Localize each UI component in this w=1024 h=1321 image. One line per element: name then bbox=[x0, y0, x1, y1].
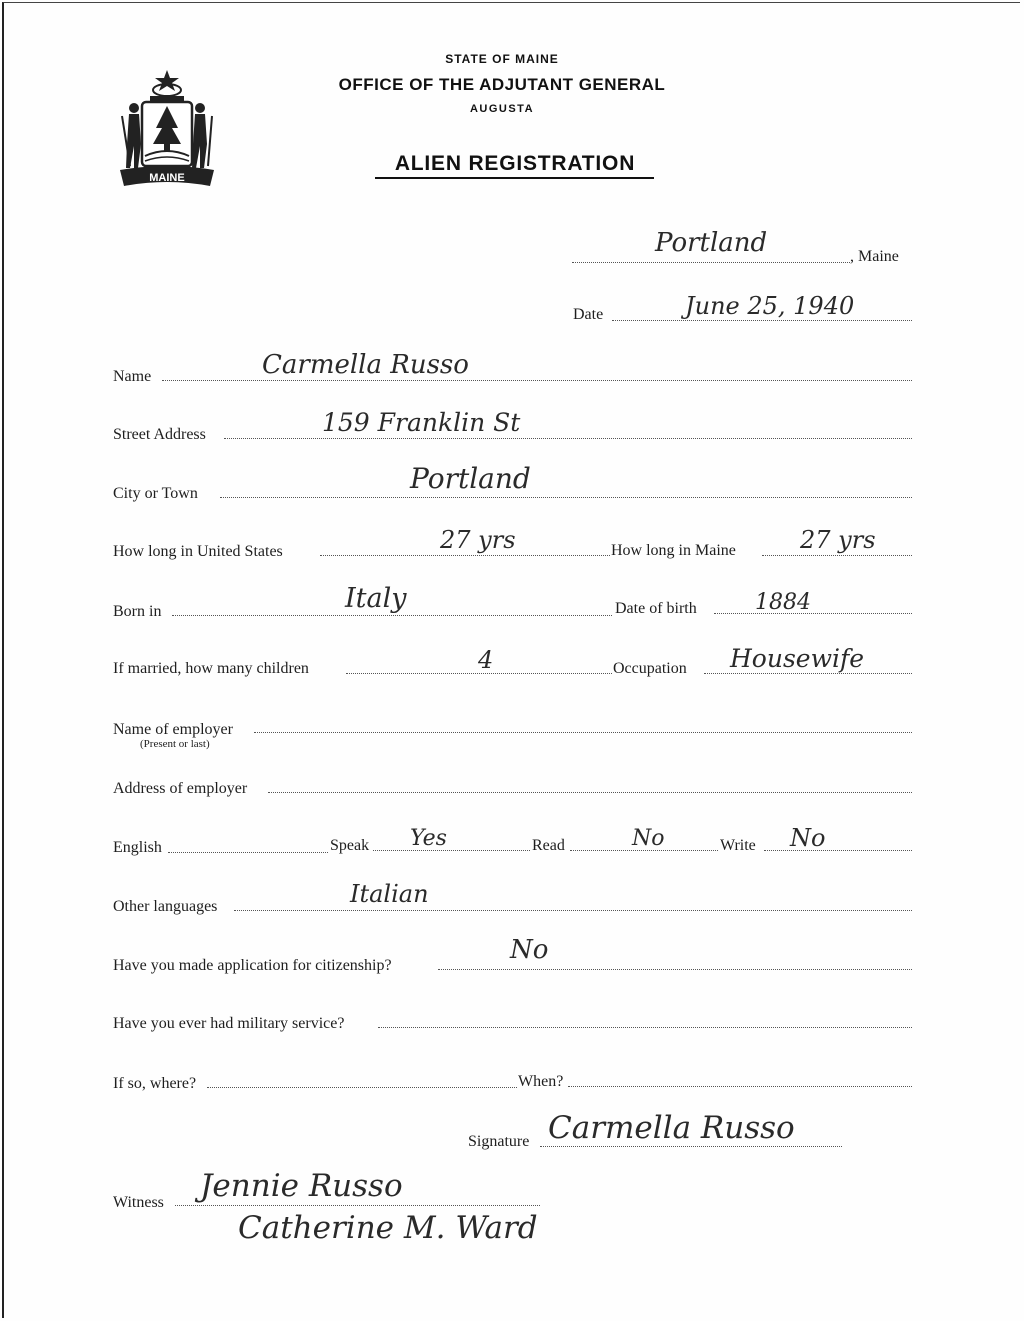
name-line bbox=[162, 380, 912, 381]
name-label: Name bbox=[113, 368, 152, 385]
maine-label: , Maine bbox=[850, 248, 899, 265]
street-line bbox=[224, 438, 912, 439]
where-label: If so, where? bbox=[113, 1075, 197, 1092]
english-line bbox=[168, 852, 328, 853]
employer-label: Name of employer bbox=[113, 721, 233, 738]
citizenship-label: Have you made application for citizenship? bbox=[113, 957, 392, 974]
city-line bbox=[220, 497, 912, 498]
occupation-label: Occupation bbox=[613, 660, 687, 677]
signature-line bbox=[540, 1146, 842, 1147]
read-label: Read bbox=[532, 837, 565, 854]
born-in-line bbox=[172, 615, 612, 616]
speak-label: Speak bbox=[330, 837, 370, 854]
employer-address-line bbox=[268, 792, 912, 793]
street-label: Street Address bbox=[113, 426, 206, 443]
where-line bbox=[207, 1087, 517, 1088]
how-long-maine-line bbox=[762, 555, 912, 556]
date-line bbox=[612, 320, 912, 321]
read-value: No bbox=[632, 826, 665, 851]
city-label: City or Town bbox=[113, 485, 198, 502]
header-office: OFFICE OF THE ADJUTANT GENERAL bbox=[338, 75, 666, 94]
employer-note: (Present or last) bbox=[140, 738, 210, 750]
employer-line bbox=[254, 732, 912, 733]
place-value: Portland bbox=[655, 228, 768, 258]
witness-line bbox=[175, 1205, 540, 1206]
dob-value: 1884 bbox=[755, 590, 811, 615]
form-title: ALIEN REGISTRATION bbox=[394, 152, 636, 175]
citizenship-line bbox=[438, 969, 912, 970]
citizenship-value: No bbox=[510, 935, 549, 965]
witness-label: Witness bbox=[113, 1194, 164, 1211]
date-value: June 25, 1940 bbox=[685, 292, 855, 320]
born-in-label: Born in bbox=[113, 603, 162, 620]
seal-banner-text: MAINE bbox=[149, 172, 185, 184]
military-label: Have you ever had military service? bbox=[113, 1015, 345, 1032]
other-languages-line bbox=[234, 910, 912, 911]
city-value: Portland bbox=[410, 462, 531, 495]
speak-value: Yes bbox=[410, 826, 447, 851]
occupation-line bbox=[704, 673, 912, 674]
witness-signature-1: Jennie Russo bbox=[200, 1168, 403, 1204]
when-label: When? bbox=[518, 1073, 564, 1090]
how-long-us-value: 27 yrs bbox=[440, 526, 516, 554]
name-value: Carmella Russo bbox=[262, 350, 469, 380]
dob-label: Date of birth bbox=[615, 600, 697, 617]
write-value: No bbox=[790, 824, 826, 852]
when-line bbox=[568, 1086, 912, 1087]
date-label: Date bbox=[573, 306, 604, 323]
how-long-us-line bbox=[320, 555, 610, 556]
header-city: AUGUSTA bbox=[469, 103, 535, 115]
place-line bbox=[572, 262, 850, 263]
children-value: 4 bbox=[478, 646, 494, 674]
born-in-value: Italy bbox=[345, 583, 407, 614]
military-line bbox=[378, 1027, 912, 1028]
other-languages-label: Other languages bbox=[113, 898, 218, 915]
street-value: 159 Franklin St bbox=[322, 408, 521, 437]
other-languages-value: Italian bbox=[350, 880, 429, 908]
employer-address-label: Address of employer bbox=[113, 780, 248, 797]
witness-signature-2: Catherine M. Ward bbox=[238, 1210, 538, 1246]
how-long-maine-label: How long in Maine bbox=[611, 542, 736, 559]
children-label: If married, how many children bbox=[113, 660, 309, 677]
dob-line bbox=[714, 613, 912, 614]
title-underline bbox=[375, 177, 654, 179]
occupation-value: Housewife bbox=[730, 644, 865, 673]
how-long-us-label: How long in United States bbox=[113, 543, 283, 560]
write-line bbox=[764, 850, 912, 851]
header-state: STATE OF MAINE bbox=[445, 52, 559, 66]
english-label: English bbox=[113, 839, 162, 856]
how-long-maine-value: 27 yrs bbox=[800, 526, 876, 554]
write-label: Write bbox=[720, 837, 756, 854]
speak-line bbox=[373, 850, 530, 851]
signature-value: Carmella Russo bbox=[548, 1110, 795, 1146]
signature-label: Signature bbox=[468, 1133, 530, 1150]
